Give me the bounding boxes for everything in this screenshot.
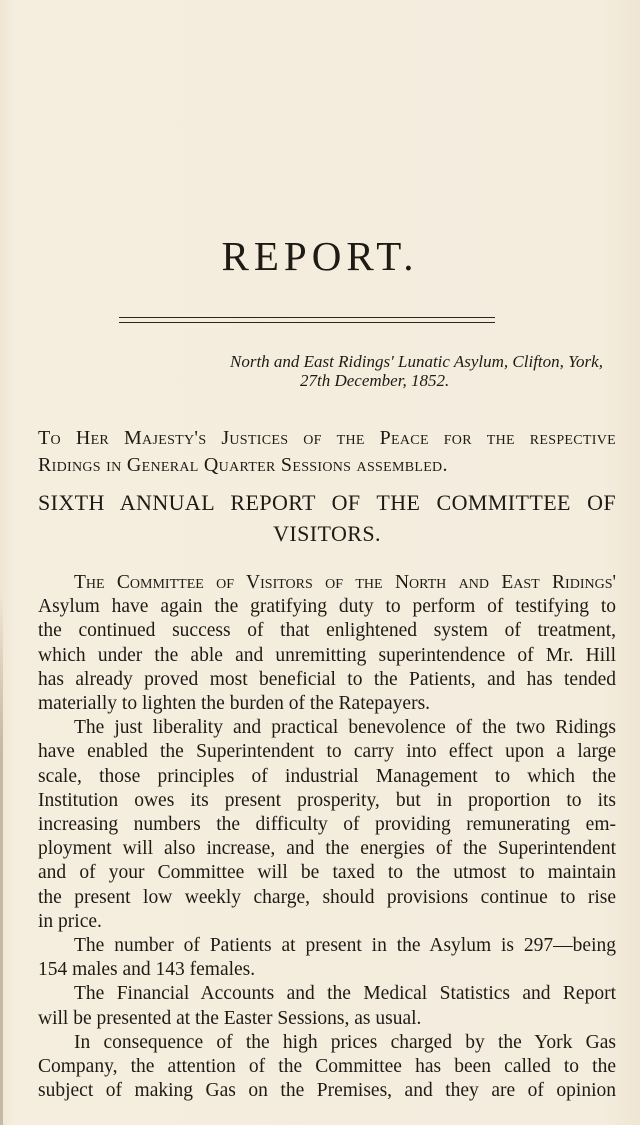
body-line: the continued success of that enlightened system of treatment, [38, 620, 616, 642]
body-line: will be presented at the Easter Sessions, as usual. [38, 1007, 422, 1029]
report-body [38, 571, 616, 1103]
body-line: ployment will also increase, and the energies of the Superintendent [38, 838, 616, 860]
body-line: 154 males and 143 females. [38, 959, 256, 981]
body-line: The Committee of Visitors of the North and East Ridings' [74, 572, 616, 593]
body-line: materially to lighten the burden of the Ratepayers. [38, 693, 431, 715]
heading-line-2: VISITORS. [273, 521, 381, 546]
body-line: In consequence of the high prices charged by the York Gas [74, 1031, 616, 1053]
body-line: the present low weekly charge, should provisions continue to rise [38, 886, 616, 908]
body-line: subject of making Gas on the Premises, and they are of opinion [38, 1080, 616, 1102]
body-line: The just liberality and practical benevolence of the two Ridings [74, 717, 616, 739]
title-divider-rule [119, 317, 495, 323]
heading-line-1: SIXTH ANNUAL REPORT OF THE COMMITTEE OF [38, 490, 616, 515]
body-line: The number of Patients at present in the Asylum is 297—being [74, 935, 616, 957]
body-line: increasing numbers the difficulty of providing remunerating em- [38, 814, 616, 836]
body-line: which under the able and unremitting superintendence of Mr. Hill [38, 644, 616, 666]
body-line: Institution owes its present prosperity, but in proportion to its [38, 789, 616, 811]
location-line: North and East Ridings' Lunatic Asylum, Clifton, York, [230, 352, 603, 371]
location-dateline [230, 352, 620, 390]
body-line: and of your Committee will be taxed to the utmost to maintain [38, 862, 616, 884]
section-heading [38, 487, 616, 549]
report-title: REPORT. [221, 233, 419, 279]
body-line: The Financial Accounts and the Medical Statistics and Report [74, 983, 616, 1005]
address-line-1: To Her Majesty's Justices of the Peace for the respective [38, 427, 616, 449]
body-line: in price. [38, 910, 102, 932]
address-line-2: Ridings in General Quarter Sessions assembled. [38, 454, 448, 476]
body-line: Company, the attention of the Committee has been called to the [38, 1056, 616, 1078]
body-line: have enabled the Superintendent to carry into effect upon a large [38, 741, 616, 763]
address-to-justices [38, 425, 616, 479]
body-line: has already proved most beneficial to the Patients, and has tended [38, 668, 616, 690]
body-line: scale, those principles of industrial Management to which the [38, 765, 616, 787]
page-edge-shadow [0, 590, 3, 1125]
body-line: Asylum have again the gratifying duty to perform of testifying to [38, 596, 616, 618]
date-line: 27th December, 1852. [300, 371, 450, 390]
